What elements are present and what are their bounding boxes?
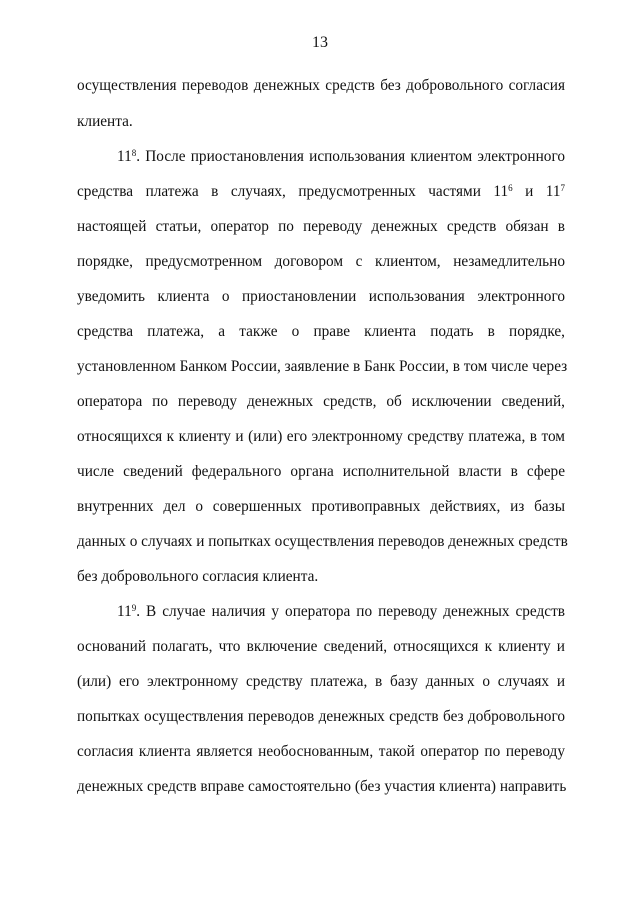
text-line: $11^9$. В случае наличия у оператора по переводу денежных средств <box>117 603 565 620</box>
text-line: средства платежа в случаях, предусмотренных частями $11^6$ и $11^7$ <box>77 183 565 200</box>
text-line: установленном Банком России, заявление в Банк России, в том числе через <box>77 358 568 375</box>
text-line: относящихся к клиенту и (или) его электронному средству платежа, в том <box>77 428 565 445</box>
page-number: 13 <box>312 34 328 51</box>
text-line: данных о случаях и попытках осуществления переводов денежных средств <box>77 533 568 550</box>
text-line: уведомить клиента о приостановлении использования электронного <box>77 288 565 305</box>
text-line: настоящей статьи, оператор по переводу денежных средств обязан в <box>77 218 565 235</box>
clause-number: $11^8$ <box>117 148 137 165</box>
text-line: средства платежа, а также о праве клиента подать в порядке, <box>77 323 565 340</box>
text-line: числе сведений федерального органа исполнительной власти в сфере <box>77 463 565 480</box>
text-line: денежных средств вправе самостоятельно (без участия клиента) направить <box>77 778 567 795</box>
text-line: (или) его электронному средству платежа, в базу данных о случаях и <box>77 673 565 690</box>
text-line: $11^8$. После приостановления использования клиентом электронного <box>117 148 565 165</box>
text-line: клиента. <box>77 113 133 130</box>
text-line: попытках осуществления переводов денежных средств без добровольного <box>77 708 565 725</box>
text-line: осуществления переводов денежных средств без добровольного согласия <box>77 77 565 94</box>
text-line: внутренних дел о совершенных противоправных действиях, из базы <box>77 498 565 515</box>
text-line: порядке, предусмотренном договором с клиентом, незамедлительно <box>77 253 565 270</box>
text-line: без добровольного согласия клиента. <box>77 568 319 585</box>
text-line: оснований полагать, что включение сведений, относящихся к клиенту и <box>77 638 565 655</box>
text-line: согласия клиента является необоснованным, такой оператор по переводу <box>77 743 565 760</box>
clause-number: $11^9$ <box>117 603 137 620</box>
text-line: оператора по переводу денежных средств, об исключении сведений, <box>77 393 565 410</box>
